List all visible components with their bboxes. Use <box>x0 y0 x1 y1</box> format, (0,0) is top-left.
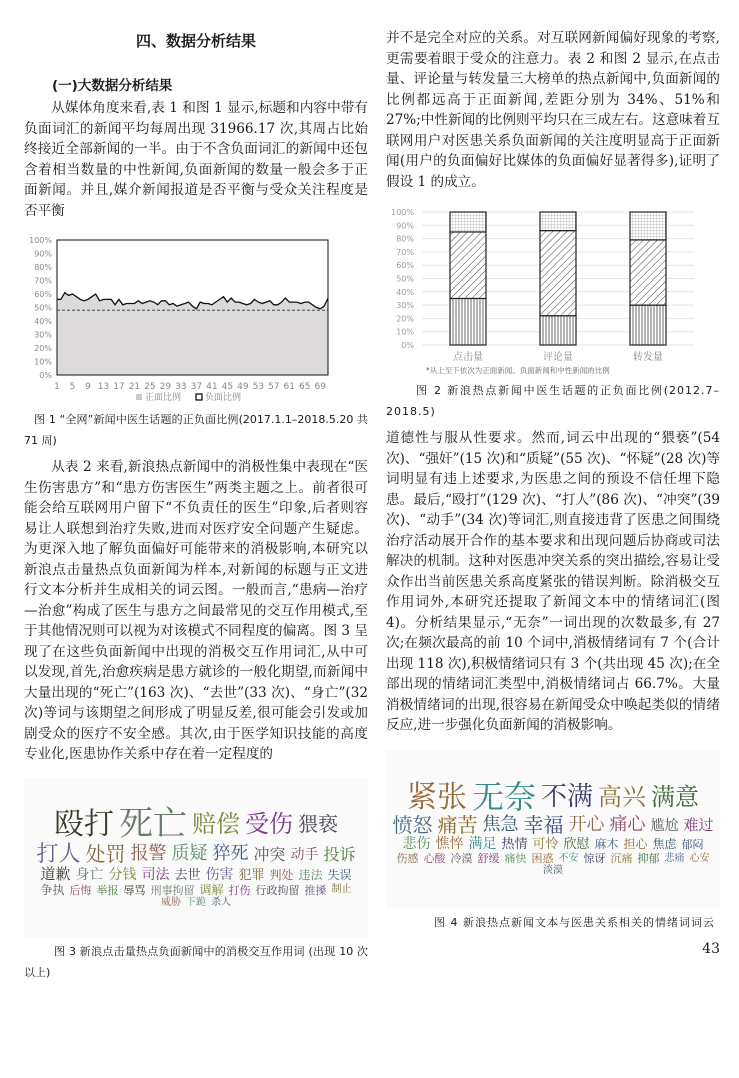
left-column <box>24 28 368 989</box>
caption-text: 图 3 新浪点击量热点负面新闻中的消极交互作用词 (出现 10 次以上) <box>24 944 368 979</box>
page-number: 43 <box>702 940 720 957</box>
word-cloud-term: 违法 <box>298 868 323 883</box>
word-cloud-term: 制止 <box>331 884 352 896</box>
figure-2-chart <box>386 200 720 376</box>
word-cloud-term: 死亡 <box>119 803 187 844</box>
chart-note: *从上至下依次为正面新闻、负面新闻和中性新闻的比例 <box>426 366 610 375</box>
figure-1-caption <box>24 409 368 451</box>
x-tick-label: 1 <box>54 382 60 392</box>
y-tick-label: 70% <box>34 276 52 286</box>
figure-1-area-chart <box>24 229 368 405</box>
word-cloud-term: 后悔 <box>69 883 92 897</box>
word-cloud-term: 郁闷 <box>681 837 704 851</box>
word-cloud-term: 分钱 <box>108 867 137 883</box>
subsection-title: (一)大数据分析结果 <box>52 78 173 94</box>
paragraph: 道德性与服从性要求。然而,词云中出现的“猥亵”(54 次)、“强奸”(15 次)和“质疑”(55 次)、“怀疑”(28 次)等词明显有违上述要求,为医患之间的预设不信任埋下隐患。最后,“殴打”(129 次)、“打人”(86 次)、“冲突”(39 次)、“动手”(34 次)等词汇,则直接违背了医患之间围绕治疗活动展开合作的基本要求和出现问题后协商或司法解决的机制。这种对医患冲突关系的突出描绘,容易让受众作出当前医患关系高度紧张的错误判断。除消极交互作用词外,本研究还提取了新闻文本中的情绪词汇(图 4)。分析结果显示,“无奈”一词出现的次数最多,有 27 次;在频次最高的前 10 个词中,消极情绪词有 7 个(合计出现 118 次),积极情绪词只有 3 个(共出现 45 次);在全部出现的情绪词汇类型中,消极情绪词占 66.7%。大量消极情绪词的出现,很容易在新闻受众中唤起类似的情绪反应,进一步强化负面新闻的消极影响。 <box>386 430 720 733</box>
word-cloud-term: 犯罪 <box>238 867 265 883</box>
bar-segment-positive <box>630 212 666 240</box>
y-tick-label: 40% <box>396 287 414 297</box>
word-cloud-term: 心安 <box>689 852 710 864</box>
word-cloud-term: 心酸 <box>423 852 446 866</box>
bar-segment-neutral <box>630 305 666 345</box>
figure-1-chart <box>24 229 368 405</box>
legend-label-positive: 正面比例 <box>145 393 182 403</box>
right-column-paragraph-2 <box>386 428 720 736</box>
word-cloud-term: 热情 <box>501 836 528 852</box>
x-tick-label: 33 <box>175 382 187 392</box>
word-cloud-term: 欣慰 <box>563 836 590 852</box>
x-tick-label: 9 <box>85 382 91 392</box>
y-tick-label: 70% <box>396 247 414 257</box>
x-tick-label: 5 <box>69 382 76 392</box>
y-tick-label: 80% <box>34 263 52 272</box>
paragraph: 从表 2 来看,新浪热点新闻中的消极性集中表现在“医生伤害患方”和“患方伤害医生”两类主题之上。前者很可能会给互联网用户留下“不负责任的医生”印象,后者则容易让人联想到治疗失败,进而对医疗安全问题产生疑虑。为更深入地了解负面偏好可能带来的消极影响,本研究以新浪点击量热点负面新闻为样本,对新闻的标题与正文进行文本分析并生成相关的词云图。一般而言,“患病—治疗—治愈”构成了医生与患方之间最常见的交互作用模式,至于其他情况则可以视为对该模式不同程度的偏离。图 3 呈现了在这些负面新闻中出现的消极交互作用词汇,从中可以发现,首先,治愈疾病是患方就诊的一般化期望,而新闻中大量出现的“死亡”(163 次)、“去世”(33 次)、“身亡”(32 次)等词与该期望之间形成了明显反差,很可能会引发或加剧受众的医疗不安全感。其次,由于医学知识技能的高度专业化,医患协作关系中存在着一定程度的 <box>24 459 368 762</box>
y-tick-label: 40% <box>34 317 52 326</box>
bar-segment-negative <box>540 231 576 316</box>
y-tick-label: 30% <box>34 330 52 340</box>
x-tick-label: 57 <box>268 382 280 392</box>
y-tick-label: 100% <box>29 236 52 245</box>
word-cloud-term: 辱骂 <box>123 883 146 897</box>
section-title: 四、数据分析结果 <box>135 32 256 50</box>
bar-segment-neutral <box>450 298 486 345</box>
x-tick-label: 53 <box>252 382 265 392</box>
word-cloud-term: 伤害 <box>205 867 234 883</box>
word-cloud-term: 失误 <box>327 868 352 883</box>
left-column-paragraph-2 <box>24 457 368 765</box>
positive-ratio-area <box>57 293 328 375</box>
word-cloud-term: 淡漠 <box>543 864 563 876</box>
word-cloud-term: 质疑 <box>171 843 208 865</box>
word-cloud-term: 愤怒 <box>392 813 433 838</box>
y-tick-label: 90% <box>396 221 414 231</box>
word-cloud-term: 身亡 <box>75 867 104 883</box>
figure-4-caption <box>386 912 720 933</box>
word-cloud-term: 投诉 <box>323 844 356 864</box>
word-cloud-term: 动手 <box>290 846 319 863</box>
word-cloud-term: 威胁 <box>161 896 181 908</box>
word-cloud-term: 调解 <box>199 883 224 898</box>
x-tick-label: 点击量 <box>453 352 483 363</box>
y-tick-label: 80% <box>396 234 414 244</box>
word-cloud-term: 司法 <box>141 867 170 883</box>
word-cloud-term: 举报 <box>96 883 119 897</box>
word-cloud-term: 无奈 <box>471 777 536 816</box>
bar-segment-positive <box>450 212 486 232</box>
y-tick-label: 10% <box>396 327 414 337</box>
right-column <box>386 28 720 957</box>
x-tick-label: 21 <box>128 382 141 392</box>
word-cloud-term: 行政拘留 <box>255 883 300 897</box>
bar-segment-positive <box>540 212 576 231</box>
x-tick-label: 49 <box>237 382 249 392</box>
word-cloud-term: 杀人 <box>211 896 231 908</box>
figure-4-word-cloud <box>386 750 720 908</box>
word-cloud-term: 下跪 <box>186 896 206 908</box>
word-cloud-term: 猥亵 <box>298 812 338 837</box>
word-cloud-term: 紧张 <box>406 779 467 815</box>
word-cloud-term: 打伤 <box>228 883 251 897</box>
word-cloud-term: 判处 <box>269 868 294 883</box>
y-tick-label: 0% <box>39 371 52 380</box>
word-cloud-term: 痛苦 <box>437 813 478 838</box>
x-tick-label: 转发量 <box>633 352 663 363</box>
y-tick-label: 50% <box>34 303 52 313</box>
word-cloud-term: 悲伤 <box>402 836 431 853</box>
word-cloud-term: 推搡 <box>304 883 327 897</box>
word-cloud-term: 痛心 <box>609 814 646 836</box>
word-cloud-term: 满意 <box>651 783 700 812</box>
paragraph: 并不是完全对应的关系。对互联网新闻偏好现象的考察,更需要着眼于受众的注意力。表 2 和图 2 显示,在点击量、评论量与转发量三大榜单的热点新闻中,负面新闻的比例都远高于正面新闻,差距分别为 34%、51%和 27%;中性新闻的比例则平均只在三成左右。这意味着互联网用户对医患关系负面新闻的关注度明显高于正面新闻(用户的负面偏好比媒体的负面偏好显著得多),证明了假设 1 的成立。 <box>386 30 720 190</box>
y-tick-label: 20% <box>396 314 414 324</box>
figure-2-stacked-bar-chart <box>386 200 720 376</box>
word-cloud-term: 猝死 <box>212 843 249 865</box>
y-tick-label: 10% <box>34 357 52 367</box>
word-cloud-term: 困惑 <box>531 852 554 866</box>
caption-text: 图 4 新浪热点新闻文本与医患关系相关的情绪词词云 <box>434 915 715 929</box>
y-tick-label: 50% <box>396 274 414 284</box>
caption-text: 图 1 “全网”新闻中医生话题的正负面比例(2017.1.1–2018.5.20 共 71 周) <box>24 413 368 447</box>
legend-swatch-negative <box>196 394 202 400</box>
figure-2-caption <box>386 380 720 422</box>
x-tick-label: 13 <box>97 382 110 392</box>
word-cloud-term: 处罚 <box>85 842 126 867</box>
word-cloud-term: 伤感 <box>396 852 419 866</box>
word-cloud-term: 高兴 <box>598 783 647 812</box>
x-tick-label: 17 <box>113 382 125 392</box>
y-tick-label: 100% <box>391 208 414 217</box>
word-cloud-term: 打人 <box>36 842 81 868</box>
word-cloud-term: 刑事拘留 <box>150 883 195 897</box>
word-cloud-term: 难过 <box>683 816 714 835</box>
left-column-paragraph-1 <box>24 98 368 221</box>
word-cloud-term: 痛快 <box>504 852 527 866</box>
word-cloud-term: 沉痛 <box>610 852 633 866</box>
word-cloud-term: 冲突 <box>253 844 286 864</box>
legend-label-negative: 负面比例 <box>205 393 242 403</box>
word-cloud-term: 可怜 <box>532 836 559 852</box>
x-tick-label: 37 <box>190 382 203 392</box>
word-cloud-term: 报警 <box>130 843 167 865</box>
x-tick-label: 61 <box>283 382 296 392</box>
x-tick-label: 65 <box>299 382 311 392</box>
y-tick-label: 60% <box>396 261 414 271</box>
word-cloud-term: 受伤 <box>245 809 293 838</box>
word-cloud-term: 悲痛 <box>664 852 685 864</box>
word-cloud-term: 惊讶 <box>583 852 606 866</box>
caption-text: 图 2 新浪热点新闻中医生话题的正负面比例(2012.7–2018.5) <box>386 384 720 418</box>
word-cloud-term: 满足 <box>468 836 497 853</box>
bar-segment-negative <box>450 232 486 299</box>
word-cloud-term: 担心 <box>623 837 648 852</box>
word-cloud-term: 不安 <box>558 852 579 864</box>
word-cloud-term: 冷漠 <box>450 852 473 866</box>
bar-segment-negative <box>630 240 666 305</box>
y-tick-label: 20% <box>34 344 52 353</box>
word-cloud-term: 道歉 <box>40 865 71 884</box>
word-cloud-term: 焦急 <box>482 814 519 836</box>
x-tick-label: 评论量 <box>543 352 573 363</box>
x-tick-label: 69 <box>314 382 326 392</box>
figure-3-caption <box>24 941 368 983</box>
y-tick-label: 90% <box>34 249 52 259</box>
word-cloud-term: 去世 <box>174 867 201 883</box>
paragraph: 从媒体角度来看,表 1 和图 1 显示,标题和内容中带有负面词汇的新闻平均每周出现 31966.17 次,其周占比始终接近全部新闻的一半。由于不含负面词汇的新闻中还包含着相当数量的中性新闻,负面新闻的数量一般会多于正面新闻。并且,媒介新闻报道是否平衡与受众关注程度是否平衡 <box>24 100 368 219</box>
y-tick-label: 60% <box>34 290 52 299</box>
word-cloud-term: 憔悴 <box>435 836 464 853</box>
word-cloud-term: 舒缓 <box>477 852 500 866</box>
word-cloud-term: 争执 <box>40 883 65 898</box>
x-tick-label: 41 <box>206 382 218 392</box>
x-tick-label: 45 <box>221 382 234 392</box>
word-cloud-term: 赔偿 <box>192 809 240 838</box>
bar-segment-neutral <box>540 316 576 345</box>
word-cloud-term: 幸福 <box>523 813 564 838</box>
word-cloud-term: 尴尬 <box>650 817 679 834</box>
word-cloud-term: 殴打 <box>54 806 114 842</box>
word-cloud-term: 开心 <box>568 814 605 836</box>
word-cloud-term: 不满 <box>541 781 594 812</box>
y-tick-label: 30% <box>396 301 414 311</box>
right-column-paragraph-1 <box>386 28 720 192</box>
x-tick-label: 29 <box>159 382 172 392</box>
figure-3-word-cloud <box>24 779 368 937</box>
word-cloud-term: 抑郁 <box>637 852 660 866</box>
word-cloud-term: 麻木 <box>594 837 619 852</box>
legend-swatch-positive <box>136 394 142 400</box>
x-tick-label: 25 <box>144 382 156 392</box>
y-tick-label: 0% <box>401 341 414 350</box>
word-cloud-term: 焦虑 <box>652 837 677 852</box>
